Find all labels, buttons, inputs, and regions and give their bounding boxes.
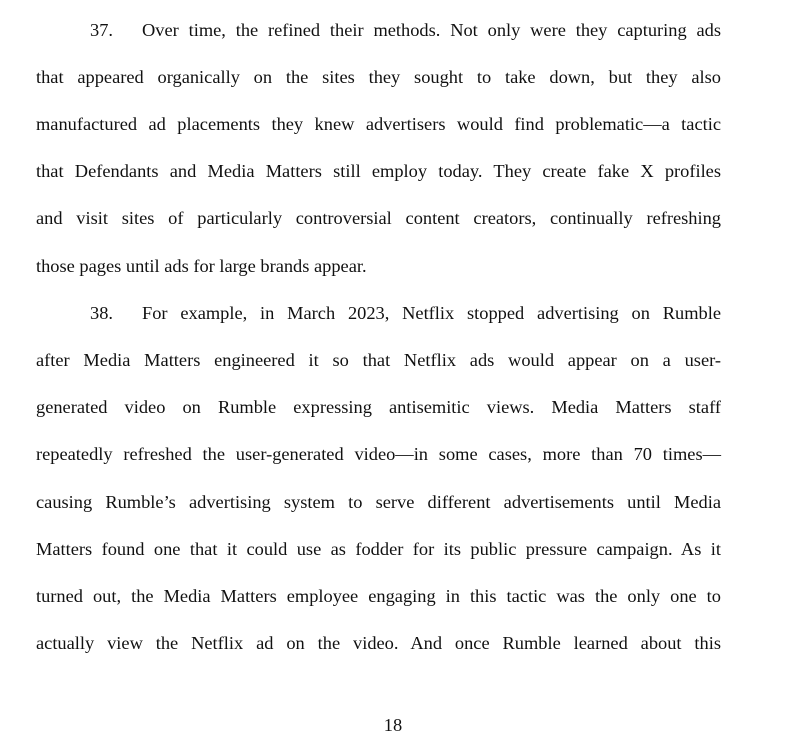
paragraph-38-line-4: repeatedly refreshed the user-generated video—in some cases, more than 70 times— [36, 444, 721, 464]
paragraph-number-38: 38. [90, 303, 113, 323]
paragraph-37-line-1: Over time, the refined their methods. Not only were they capturing ads [142, 20, 721, 40]
paragraph-number-37: 37. [90, 20, 113, 40]
paragraph-37-line-2: that appeared organically on the sites they sought to take down, but they also [36, 67, 721, 87]
paragraph-38-line-8: actually view the Netflix ad on the video. And once Rumble learned about this [36, 633, 721, 653]
paragraph-37-line-3: manufactured ad placements they knew advertisers would find problematic—a tactic [36, 114, 721, 134]
page-number: 18 [383, 715, 403, 735]
paragraph-37-line-6: those pages until ads for large brands appear. [36, 256, 367, 276]
paragraph-37-line-5: and visit sites of particularly controversial content creators, continually refreshing [36, 208, 721, 228]
paragraph-37-line-4: that Defendants and Media Matters still employ today. They create fake X profiles [36, 161, 721, 181]
paragraph-38-line-2: after Media Matters engineered it so that Netflix ads would appear on a user- [36, 350, 721, 370]
paragraph-38-line-1: For example, in March 2023, Netflix stopped advertising on Rumble [142, 303, 721, 323]
paragraph-38-line-7: turned out, the Media Matters employee engaging in this tactic was the only one to [36, 586, 721, 606]
paragraph-38-line-6: Matters found one that it could use as fodder for its public pressure campaign. As it [36, 539, 721, 559]
paragraph-38-line-5: causing Rumble’s advertising system to serve different advertisements until Media [36, 492, 721, 512]
paragraph-38-line-3: generated video on Rumble expressing antisemitic views. Media Matters staff [36, 397, 721, 417]
